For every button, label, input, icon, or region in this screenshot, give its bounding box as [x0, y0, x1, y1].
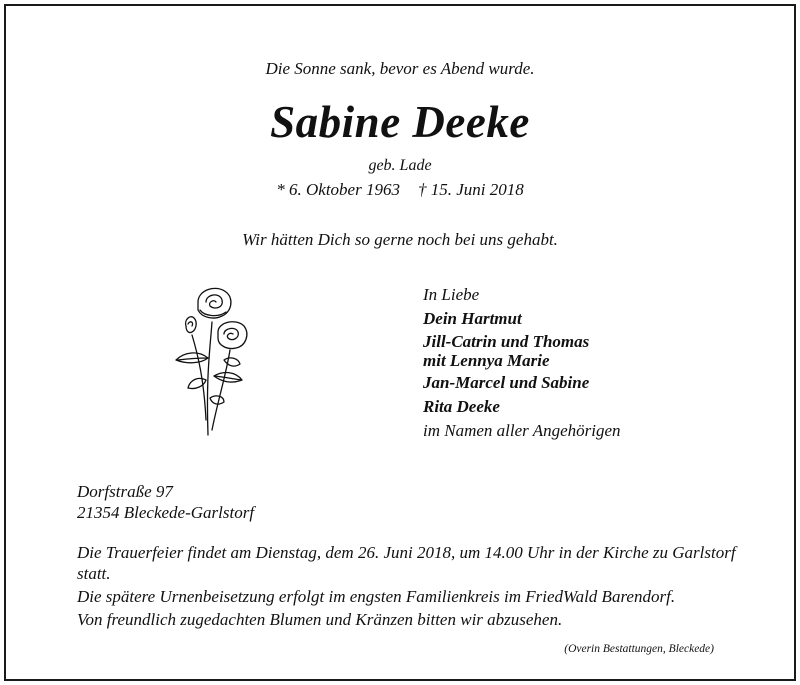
mourners-intro: In Liebe — [423, 285, 480, 304]
notice-line: Von freundlich zugedachten Blumen und Kränzen bitten wir abzusehen. — [77, 610, 563, 629]
mourner-name: Dein Hartmut — [423, 309, 522, 328]
address-city: 21354 Bleckede-Garlstorf — [77, 503, 255, 522]
mourner-name: Jan-Marcel und Sabine — [423, 373, 590, 392]
deceased-name: Sabine Deeke — [270, 97, 530, 147]
mourners-outro: im Namen aller Angehörigen — [423, 421, 621, 440]
life-dates — [0, 180, 800, 200]
birth-date: * 6. Oktober 1963 — [276, 180, 400, 199]
address-block — [77, 481, 254, 523]
verse: Wir hätten Dich so gerne noch bei uns gehabt. — [242, 230, 558, 249]
mourner-name: mit Lennya Marie — [423, 351, 550, 370]
death-date: † 15. Juni 2018 — [417, 180, 524, 199]
birth-name: geb. Lade — [368, 157, 432, 174]
service-notice — [77, 542, 737, 632]
notice-line: Die spätere Urnenbeisetzung erfolgt im engsten Familienkreis im FriedWald Barendorf. — [77, 587, 676, 606]
mourner-name: Rita Deeke — [423, 397, 500, 416]
undertaker-credit: (Overin Bestattungen, Bleckede) — [564, 643, 714, 655]
motto: Die Sonne sank, bevor es Abend wurde. — [265, 59, 535, 78]
notice-line: Die Trauerfeier findet am Dienstag, dem 26. Juni 2018, um 14.00 Uhr in der Kirche zu Garlstorf statt. — [77, 543, 736, 583]
address-street: Dorfstraße 97 — [77, 482, 173, 501]
rose-icon — [168, 280, 252, 440]
mourners-block — [423, 284, 621, 444]
mourner-name: Jill-Catrin und Thomas — [423, 332, 590, 351]
